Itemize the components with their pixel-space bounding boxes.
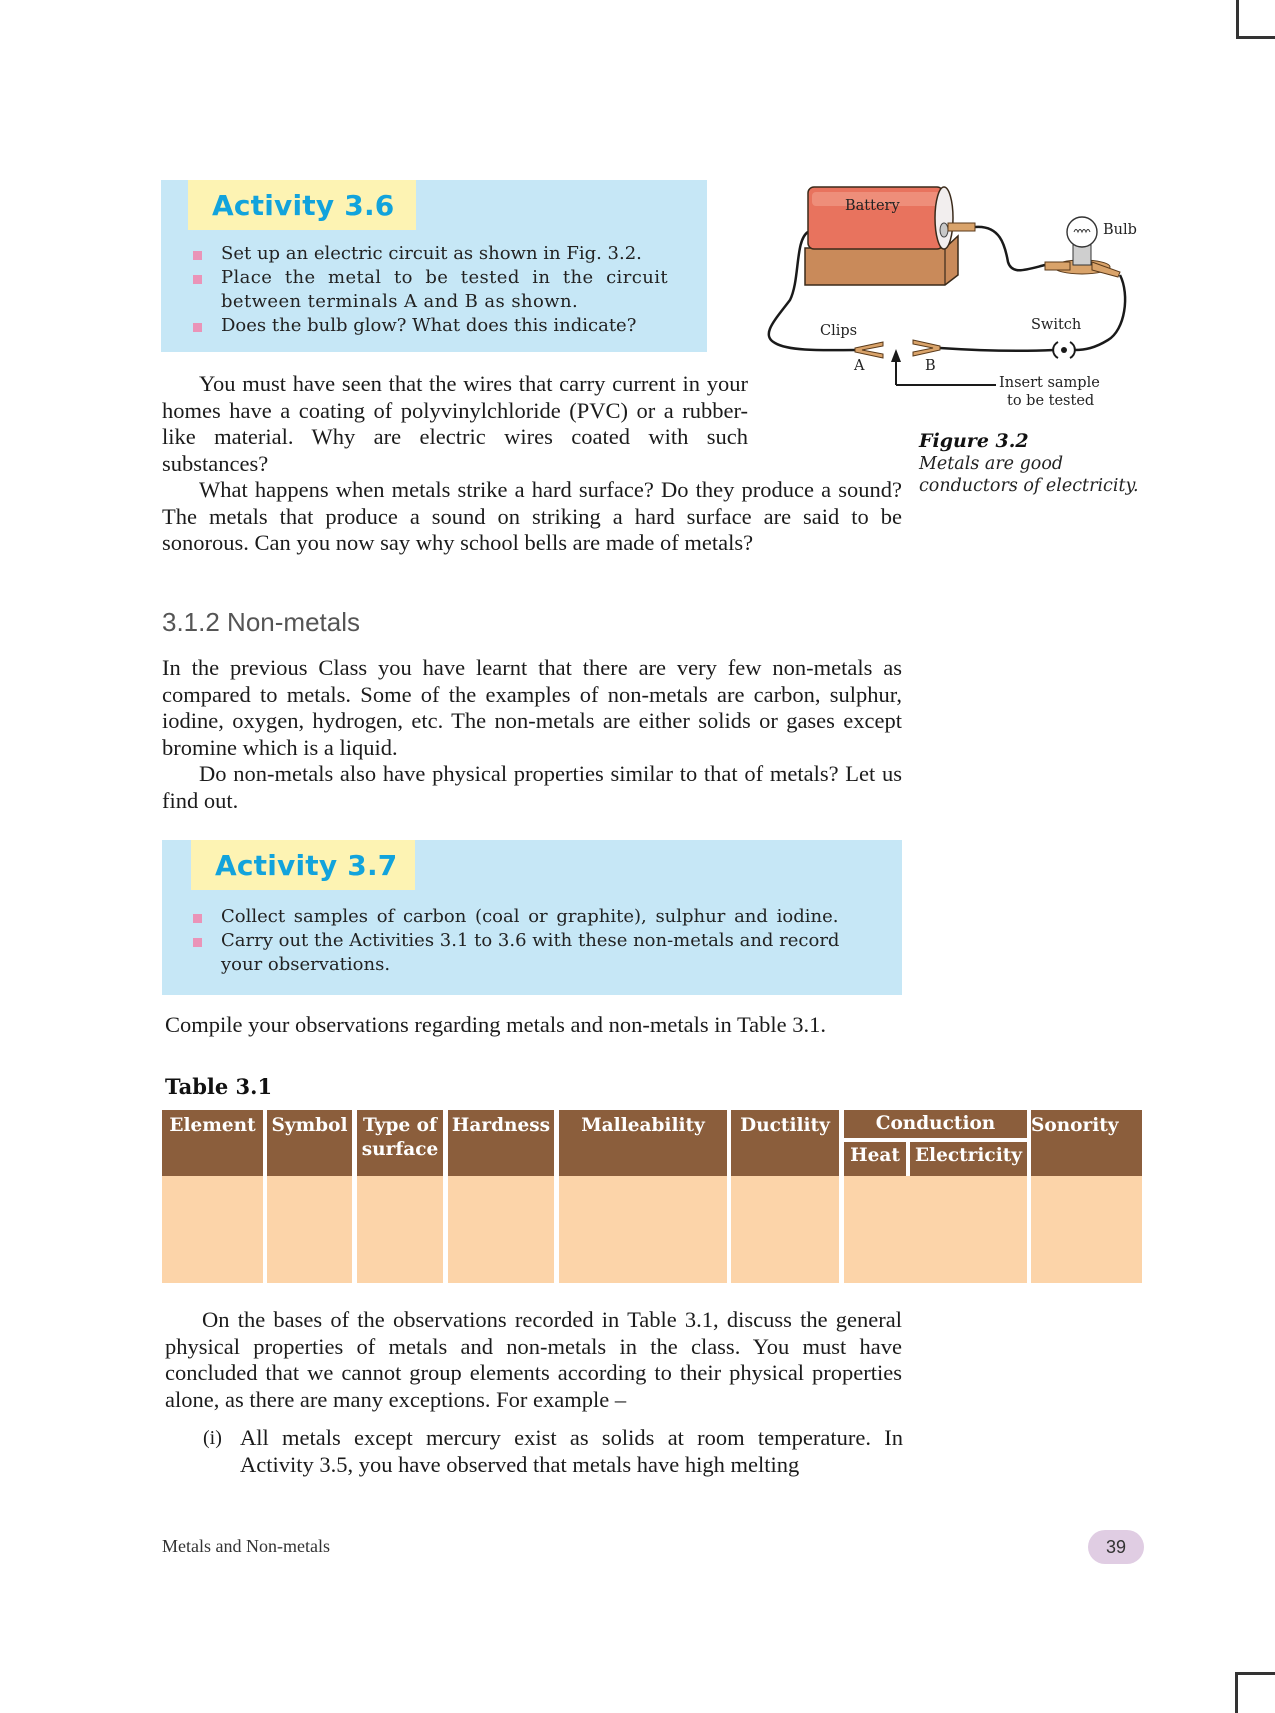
table-header-type-of-surface: Type of surface — [357, 1110, 443, 1176]
table-header-sonority: Sonority — [1031, 1110, 1142, 1176]
activity-item: Carry out the Activities 3.1 to 3.6 with these non-metals and record your observations. — [193, 929, 873, 977]
table-cell-element — [162, 1176, 263, 1283]
activity-3-6-title: Activity 3.6 — [188, 180, 416, 230]
activity-item: Set up an electric circuit as shown in Fig. 3.2. — [193, 242, 668, 266]
figure-caption-line1: Metals are good — [919, 454, 1064, 474]
wire-right — [1075, 275, 1125, 350]
activity-item: Collect samples of carbon (coal or graphite), sulphur and iodine. — [193, 905, 873, 929]
bullet-square-icon — [193, 938, 202, 947]
table-header-symbol: Symbol — [267, 1110, 352, 1176]
figure-label-insert-sample: Insert sample — [999, 375, 1100, 391]
paragraph-non-metals: In the previous Class you have learnt that there are very few non-metals as compared to metals. Some of the examples of non-metals are carbon, sulphur, iodine, oxygen, hydrogen, etc. The non-metals are either solids or gases except bromine which is a liquid. Do non-metals also have physical properties similar to that of metals? Let us find out. — [162, 655, 902, 813]
figure-label-battery: Battery — [845, 198, 900, 214]
figure-caption-line2: conductors of electricity. — [919, 476, 1139, 496]
table-cell-symbol — [267, 1176, 352, 1283]
compile-text: Compile your observations regarding metals and non-metals in Table 3.1. — [165, 1012, 826, 1037]
activity-3-7-list — [193, 905, 873, 977]
list-marker: (i) — [203, 1427, 222, 1449]
figure-label-a: A — [854, 358, 865, 374]
list-item-i: (i) All metals except mercury exist as solids at room temperature. In Activity 3.5, you have observed that metals have high melting — [203, 1425, 903, 1477]
paragraph-wires: You must have seen that the wires that carry current in your homes have a coating of polyvinylchloride (PVC) or a rubber-like material. Why are electric wires coated with such substances? — [162, 371, 748, 476]
bullet-square-icon — [193, 251, 202, 260]
wire-top — [975, 227, 1045, 270]
table-header-heat: Heat — [844, 1142, 906, 1176]
switch-icon — [1053, 342, 1075, 358]
figure-label-clips: Clips — [820, 323, 858, 339]
figure-label-switch: Switch — [1031, 317, 1082, 333]
bullet-square-icon — [193, 323, 202, 332]
table-cell-sonority — [1031, 1176, 1142, 1283]
table-header-hardness: Hardness — [448, 1110, 554, 1176]
crop-mark-top-right — [1236, 0, 1275, 39]
table-header-electricity: Electricity — [910, 1142, 1027, 1176]
page-number-badge: 39 — [1088, 1530, 1144, 1564]
section-heading: 3.1.2 Non-metals — [162, 607, 360, 637]
insert-arrow-icon — [891, 349, 996, 385]
bullet-square-icon — [193, 275, 202, 284]
activity-3-6-list — [193, 242, 668, 338]
clip-a-icon — [855, 342, 883, 358]
figure-label-bulb: Bulb — [1103, 222, 1137, 238]
table-cell-hardness — [448, 1176, 554, 1283]
crop-mark-bottom-right — [1235, 1672, 1275, 1713]
figure-caption-title: Figure 3.2 — [919, 430, 1029, 452]
footer-chapter-title: Metals and Non-metals — [162, 1536, 330, 1556]
activity-3-7-title: Activity 3.7 — [191, 840, 415, 890]
table-header-ductility: Ductility — [731, 1110, 839, 1176]
table-cell-malleability — [559, 1176, 727, 1283]
wire-bottom — [940, 348, 1054, 351]
table-cell-conduction — [844, 1176, 1027, 1283]
figure-label-b: B — [925, 358, 936, 374]
activity-item: Does the bulb glow? What does this indicate? — [193, 314, 668, 338]
table-cell-type-of-surface — [357, 1176, 443, 1283]
table-header-malleability: Malleability — [559, 1110, 727, 1176]
figure-label-to-be-tested: to be tested — [1007, 393, 1095, 409]
table-cell-ductility — [731, 1176, 839, 1283]
paragraph-sonorous: What happens when metals strike a hard surface? Do they produce a sound? The metals that produce a sound on striking a hard surface are said to be sonorous. Can you now say why school bells are made of metals? — [162, 477, 902, 555]
paragraph-bases: On the bases of the observations recorded in Table 3.1, discuss the general physical properties of metals and non-metals in the class. You must have concluded that we cannot group elements according to their physical properties alone, as there are many exceptions. For example – — [165, 1307, 902, 1412]
bullet-square-icon — [193, 914, 202, 923]
table-header-conduction: Conduction — [844, 1110, 1027, 1138]
activity-item: Place the metal to be tested in the circuit between terminals A and B as shown. — [193, 266, 668, 314]
table-title: Table 3.1 — [165, 1074, 273, 1099]
clip-b-icon — [913, 340, 940, 356]
table-header-element: Element — [162, 1110, 263, 1176]
